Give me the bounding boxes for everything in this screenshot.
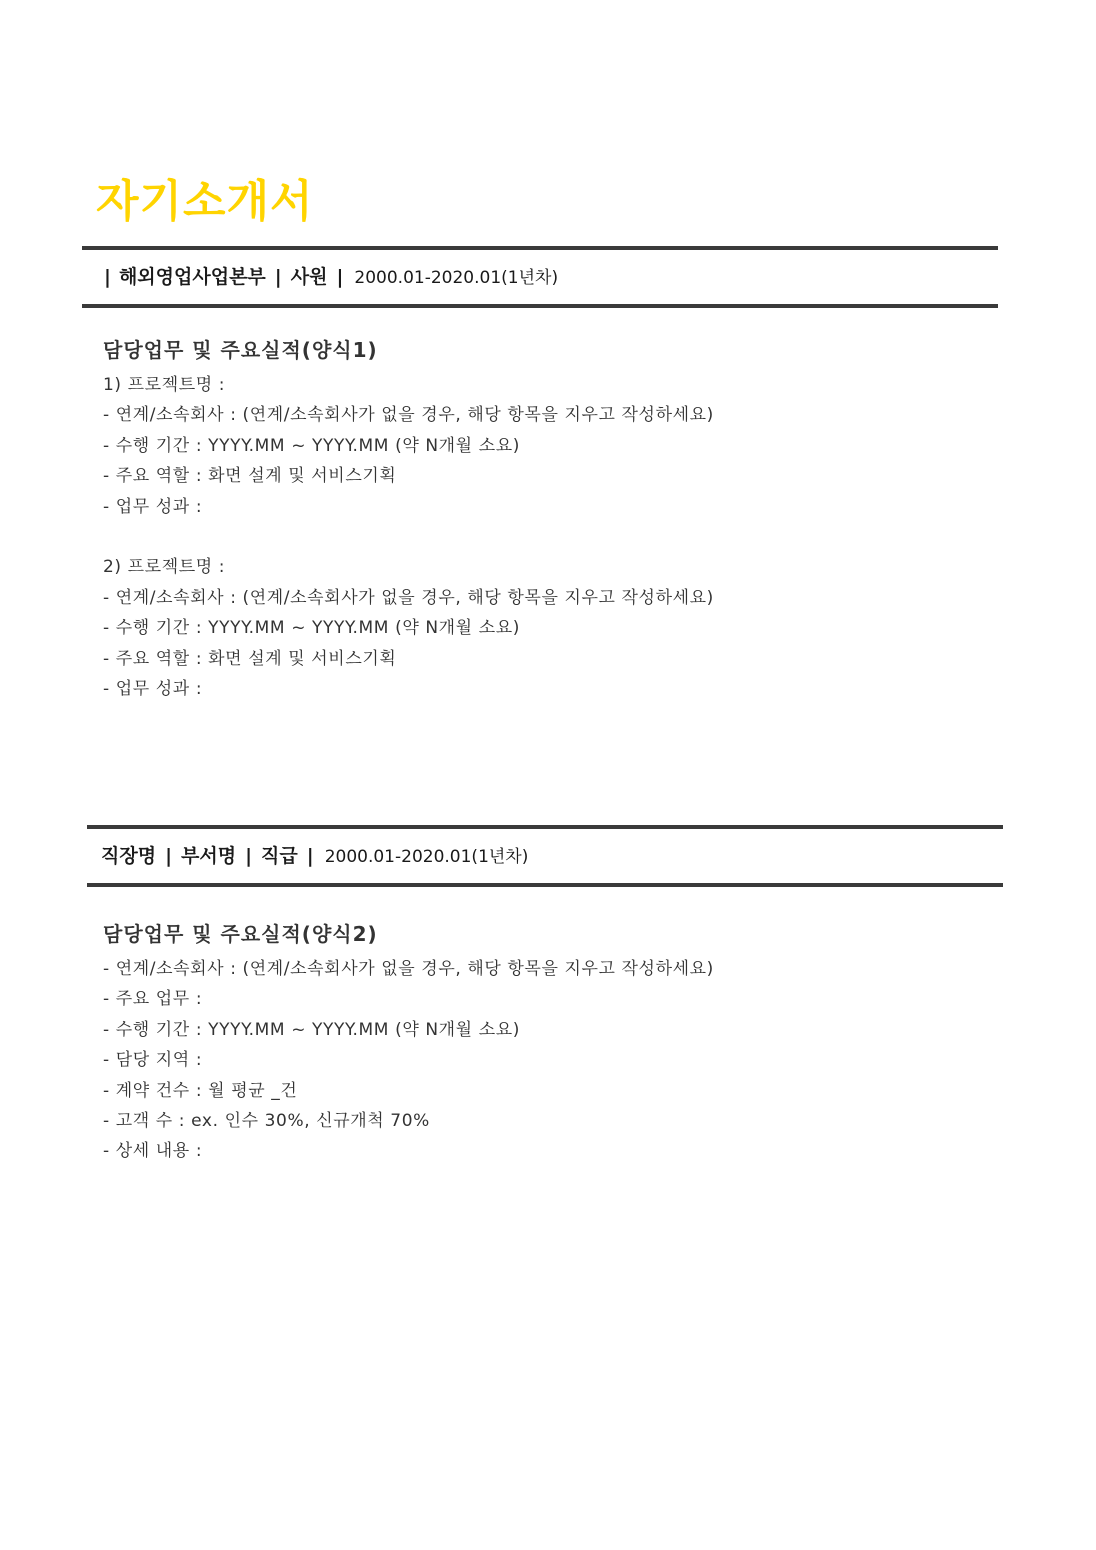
project-name: 2) 프로젝트명 : bbox=[103, 557, 226, 578]
detail-line: - 수행 기간 : YYYY.MM ~ YYYY.MM (약 N개월 소요) bbox=[103, 1019, 520, 1040]
detail-line: - 담당 지역 : bbox=[103, 1050, 203, 1071]
header-separator: | bbox=[274, 266, 282, 288]
project-affiliate: - 연계/소속회사 : (연계/소속회사가 없을 경우, 해당 항목을 지우고 작성하세요) bbox=[103, 405, 714, 426]
page-title: 자기소개서 bbox=[96, 176, 314, 227]
header-position: 직급 bbox=[261, 845, 298, 867]
project-role: - 주요 역할 : 화면 설계 및 서비스기획 bbox=[103, 648, 397, 669]
section1-heading: 담당업무 및 주요실적(양식1) bbox=[103, 338, 378, 362]
project-period: - 수행 기간 : YYYY.MM ~ YYYY.MM (약 N개월 소요) bbox=[103, 618, 520, 639]
header-position: 사원 bbox=[290, 266, 328, 288]
section2-heading: 담당업무 및 주요실적(양식2) bbox=[103, 922, 378, 946]
header-separator: | bbox=[245, 845, 253, 867]
section1-body bbox=[103, 334, 714, 704]
header-period: 2000.01-2020.01(1년차) bbox=[324, 847, 529, 867]
detail-line: - 고객 수 : ex. 인수 30%, 신규개척 70% bbox=[103, 1110, 430, 1131]
section2-header-bar bbox=[87, 825, 1003, 887]
header-separator: | bbox=[165, 845, 173, 867]
detail-line: - 연계/소속회사 : (연계/소속회사가 없을 경우, 해당 항목을 지우고 작성하세요) bbox=[103, 959, 714, 979]
project-result: - 업무 성과 : bbox=[103, 678, 203, 699]
project-period: - 수행 기간 : YYYY.MM ~ YYYY.MM (약 N개월 소요) bbox=[103, 435, 520, 456]
detail-line: - 계약 건수 : 월 평균 _건 bbox=[103, 1080, 298, 1101]
header-period: 2000.01-2020.01(1년차) bbox=[354, 268, 559, 288]
project-role: - 주요 역할 : 화면 설계 및 서비스기획 bbox=[103, 466, 397, 487]
project-result: - 업무 성과 : bbox=[103, 496, 203, 517]
header-department: 부서명 bbox=[181, 845, 237, 867]
header-company: 직장명 bbox=[101, 845, 157, 867]
spacer bbox=[103, 522, 714, 552]
detail-line: - 주요 업무 : bbox=[103, 989, 203, 1010]
header-separator: | bbox=[306, 845, 314, 867]
section1-header-bar bbox=[82, 246, 998, 308]
header-department: 해외영업사업본부 bbox=[118, 266, 266, 288]
section2-body bbox=[103, 918, 714, 1167]
detail-line: - 상세 내용 : bbox=[103, 1141, 203, 1162]
section2-header bbox=[101, 829, 528, 883]
section1-header bbox=[104, 250, 558, 304]
header-separator: | bbox=[336, 266, 344, 288]
project-name: 1) 프로젝트명 : bbox=[103, 375, 226, 395]
header-lead-separator: | bbox=[104, 266, 111, 288]
project-affiliate: - 연계/소속회사 : (연계/소속회사가 없을 경우, 해당 항목을 지우고 작성하세요) bbox=[103, 587, 714, 608]
